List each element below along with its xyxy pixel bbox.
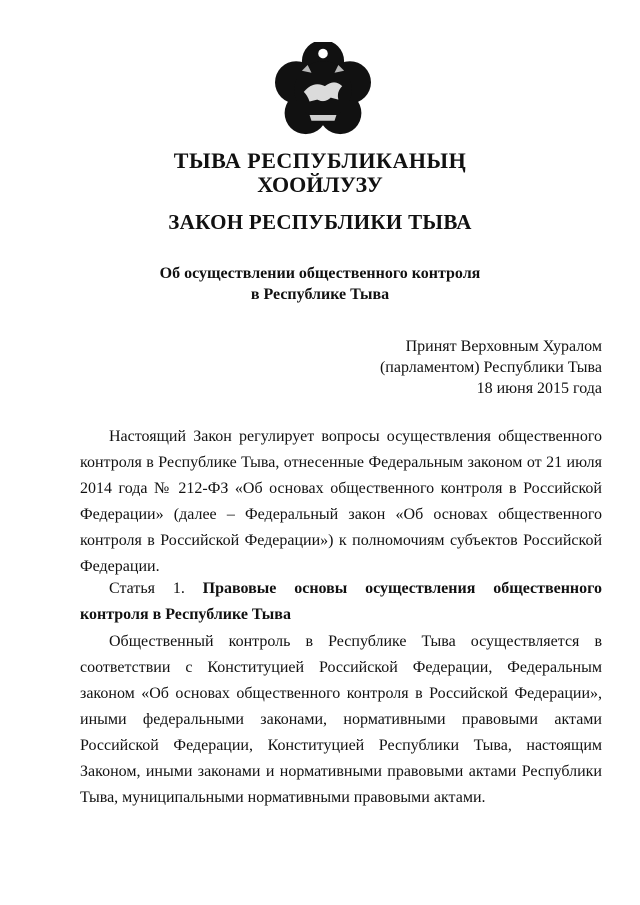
adoption-line2: (парламентом) Республики Тыва <box>379 359 602 376</box>
law-subject-line1: Об осуществлении общественного контроля <box>159 265 481 282</box>
law-subject-line2: в Республике Тыва <box>250 286 390 303</box>
article-1-heading <box>80 576 602 628</box>
law-title: ЗАКОН РЕСПУБЛИКИ ТЫВА <box>168 210 472 234</box>
tuvan-title-line1: ТЫВА РЕСПУБЛИКАНЫҢ <box>173 148 467 173</box>
preamble-paragraph <box>80 424 602 580</box>
article-1-body <box>80 629 602 811</box>
adoption-date: 18 июня 2015 года <box>476 380 602 397</box>
adoption-line1: Принят Верховным Хуралом <box>405 338 602 355</box>
preamble-text: Настоящий Закон регулирует вопросы осуществления общественного контроля в Республике Тыва, отнесенные Федеральным законом от 21 июля 2014 года № 212-ФЗ «Об основах общественного контроля в Российской Федерации» (далее – Федеральный закон «Об основах общественного контроля в Российской Федерации») к полномочиям субъектов Российской Федерации. <box>80 428 602 575</box>
article-1-text: Общественный контроль в Республике Тыва осуществляется в соответствии с Конституцией Российской Федерации, Федеральным законом «Об основах общественного контроля в Российской Федерации», иными федеральными законами, нормативными правовыми актами Российской Федерации, Конституцией Республики Тыва, настоящим Законом, иными законами и нормативными правовыми актами Республики Тыва, муниципальными нормативными правовыми актами. <box>80 633 602 806</box>
article-1-label: Статья 1. <box>109 580 185 597</box>
article-1-title: Правовые основы осуществления общественного контроля в Республике Тыва <box>80 580 603 623</box>
tuvan-title-line2: ХООЙЛУЗУ <box>257 172 383 197</box>
adoption-note <box>380 336 602 399</box>
coat-of-arms-emblem <box>275 42 371 138</box>
